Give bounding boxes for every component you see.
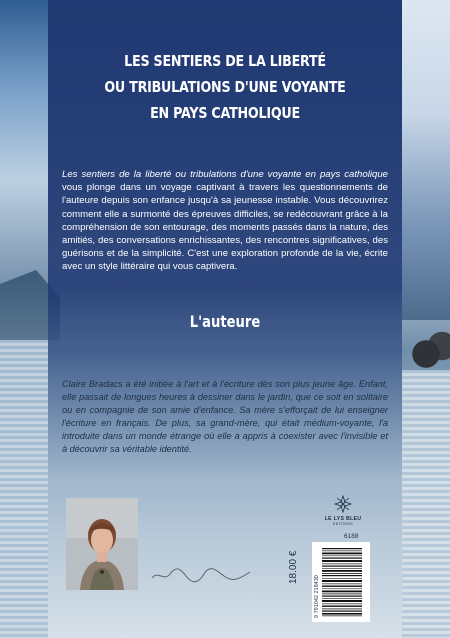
author-heading: L'auteure (189, 312, 261, 331)
summary-text: vous plonge dans un voyage captivant à travers les questionnements de l'auteure depuis son enfance jusqu'à sa jeunesse instable. Vous découvrirez comment elle a surmonté des épreuves difficiles, se redécouvrant grâce à la compréhension de son entourage, des moments passés dans la nature, des amitiés, des conversations enrichissantes, des rencontres significatives, des guérisons et de la simplicité. C'est une exploration profonde de la vie, écrite avec un style littéraire qui vous captivera. (62, 182, 388, 273)
barcode-bars (312, 542, 370, 622)
book-title-line: EN PAYS CATHOLIQUE (150, 104, 300, 122)
barcode (312, 542, 370, 622)
author-bio: Claire Bradacs a été initiée à l'art et à l'écriture dès son plus jeune âge. Enfant, elle passait de longues heures à dessiner dans le jardin, que ce soit en solitaire ou en compagnie de son amie d'enfance. Sa mère s'efforçait de lui enseigner l'écriture en français. De plus, sa grand-mère, qui était médium-voyante, l'a introduite dans un monde étrange où elle a appris à coexister avec l'invisible et à découvrir sa véritable identité. (62, 379, 388, 455)
background-sky-left (0, 0, 48, 300)
text-panel (48, 0, 402, 638)
book-title-line: OU TRIBULATIONS D'UNE VOYANTE (104, 78, 346, 96)
book-title (80, 48, 370, 126)
publisher-name: LE LYS BLEU (324, 516, 362, 522)
author-photo (66, 498, 138, 590)
lys-flower-icon (333, 494, 353, 514)
publisher-sub: ÉDITIONS (332, 522, 354, 526)
publisher-reference: 6188 (344, 533, 359, 540)
barcode-digits: 9 791042 218430 (314, 575, 320, 618)
summary-title-italic: Les sentiers de la liberté ou tribulations d'une voyante en pays catholique (62, 169, 388, 180)
book-summary (62, 168, 388, 274)
publisher-logo (322, 494, 364, 526)
background-sky-right (402, 0, 450, 320)
author-signature (146, 560, 256, 588)
background-rocks-right (410, 330, 450, 370)
background-water-left (0, 340, 48, 638)
background-water-right (402, 370, 450, 638)
author-portrait-image (66, 498, 138, 590)
book-title-line: LES SENTIERS DE LA LIBERTÉ (124, 52, 326, 70)
price-label: 18.00 € (288, 550, 299, 584)
